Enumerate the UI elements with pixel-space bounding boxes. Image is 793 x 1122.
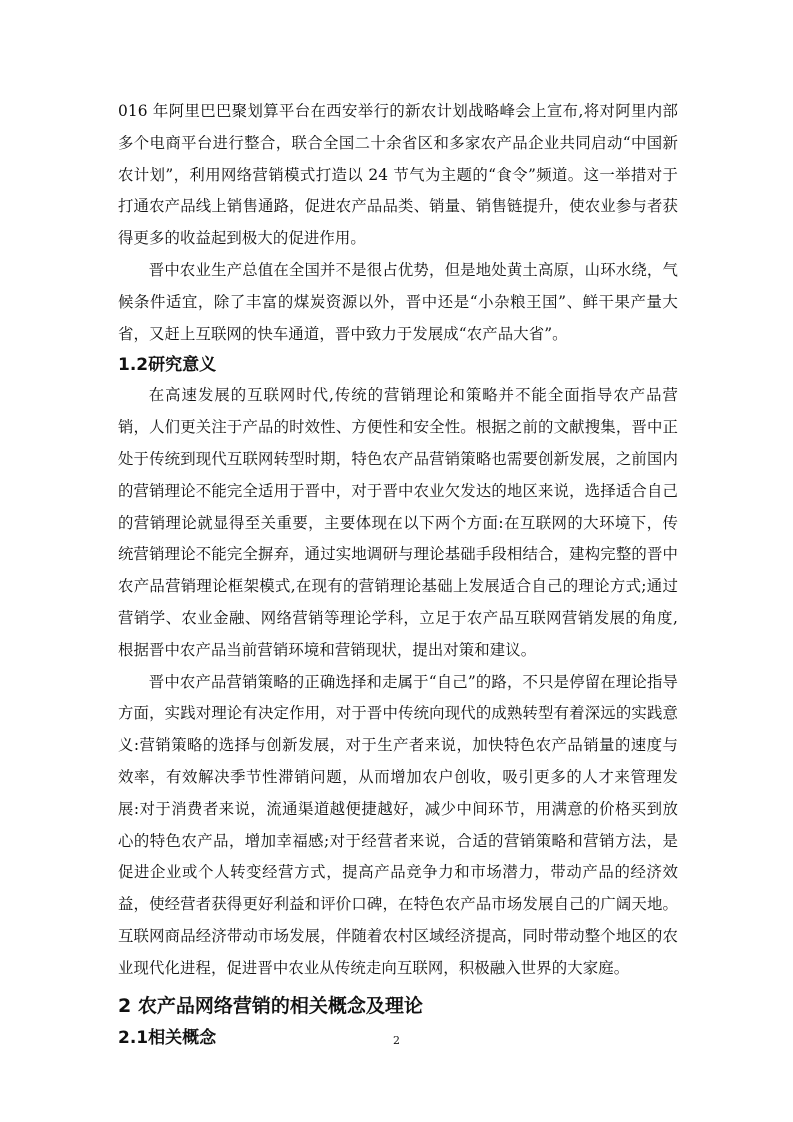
section-heading: 2.1相关概念: [118, 1027, 217, 1048]
body-paragraph: 在高速发展的互联网时代,传统的营销理论和策略并不能全面指导农产品营销，人们更关注于产品的时效性、方便性和安全性。根据之前的文献搜集，晋中正处于传统到现代互联网转型时期，特色农产品营销策略也需要创新发展，之前国内的营销理论不能完全适用于晋中，对于晋中农业欠发达的地区来说，选择适合自己的营销理论就显得至关重要，主要体现在以下两个方面:在互联网的大环境下，传统营销理论不能完全摒弃，通过实地调研与理论基础手段相结合，建构完整的晋中农产品营销理论框架模式,在现有的营销理论基础上发展适合自己的理论方式;通过营销学、农业金融、网络营销等理论学科，立足于农产品互联网营销发展的角度,根据晋中农产品当前营销环境和营销现状，提出对策和建议。: [118, 386, 678, 659]
body-paragraph: 晋中农产品营销策略的正确选择和走属于“自己”的路，不只是停留在理论指导方面，实践对理论有决定作用，对于晋中传统向现代的成熟转型有着深远的实践意义:营销策略的选择与创新发展，对于生产者来说，加快特色农产品销量的速度与效率，有效解决季节性滞销问题，从而增加农户创收，吸引更多的人才来管理发展:对于消费者来说，流通渠道越便捷越好，减少中间环节，用满意的价格买到放心的特色农产品，增加幸福感;对于经营者来说，合适的营销策略和营销方法，是促进企业或个人转变经营方式，提高产品竞争力和市场潜力，带动产品的经济效益，使经营者获得更好利益和评价口碑，在特色农产品市场发展自己的广阔天地。互联网商品经济带动市场发展，伴随着农村区域经济提高，同时带动整个地区的农业现代化进程，促进晋中农业从传统走向互联网，积极融入世界的大家庭。: [118, 672, 678, 977]
section-heading: 1.2研究意义: [118, 355, 217, 376]
document-page: [118, 96, 678, 1053]
chapter-heading: 2 农产品网络营销的相关概念及理论: [118, 994, 423, 1017]
body-paragraph: 晋中农业生产总值在全国并不是很占优势，但是地处黄土高原，山环水绕，气候条件适宜，除了丰富的煤炭资源以外，晋中还是“小杂粮王国”、鲜干果产量大省，又赶上互联网的快车通道，晋中致力于发展成“农产品大省”。: [118, 260, 678, 343]
body-paragraph: 016 年阿里巴巴聚划算平台在西安举行的新农计划战略峰会上宣布,将对阿里内部多个电商平台进行整合，联合全国二十余省区和多家农产品企业共同启动“中国新农计划”，利用网络营销模式打造以 24 节气为主题的“食令”频道。这一举措对于打通农产品线上销售通路，促进农产品品类、销量、销售链提升，使农业参与者获得更多的收益起到极大的促进作用。: [118, 102, 678, 248]
page-number: 2: [393, 1034, 400, 1047]
